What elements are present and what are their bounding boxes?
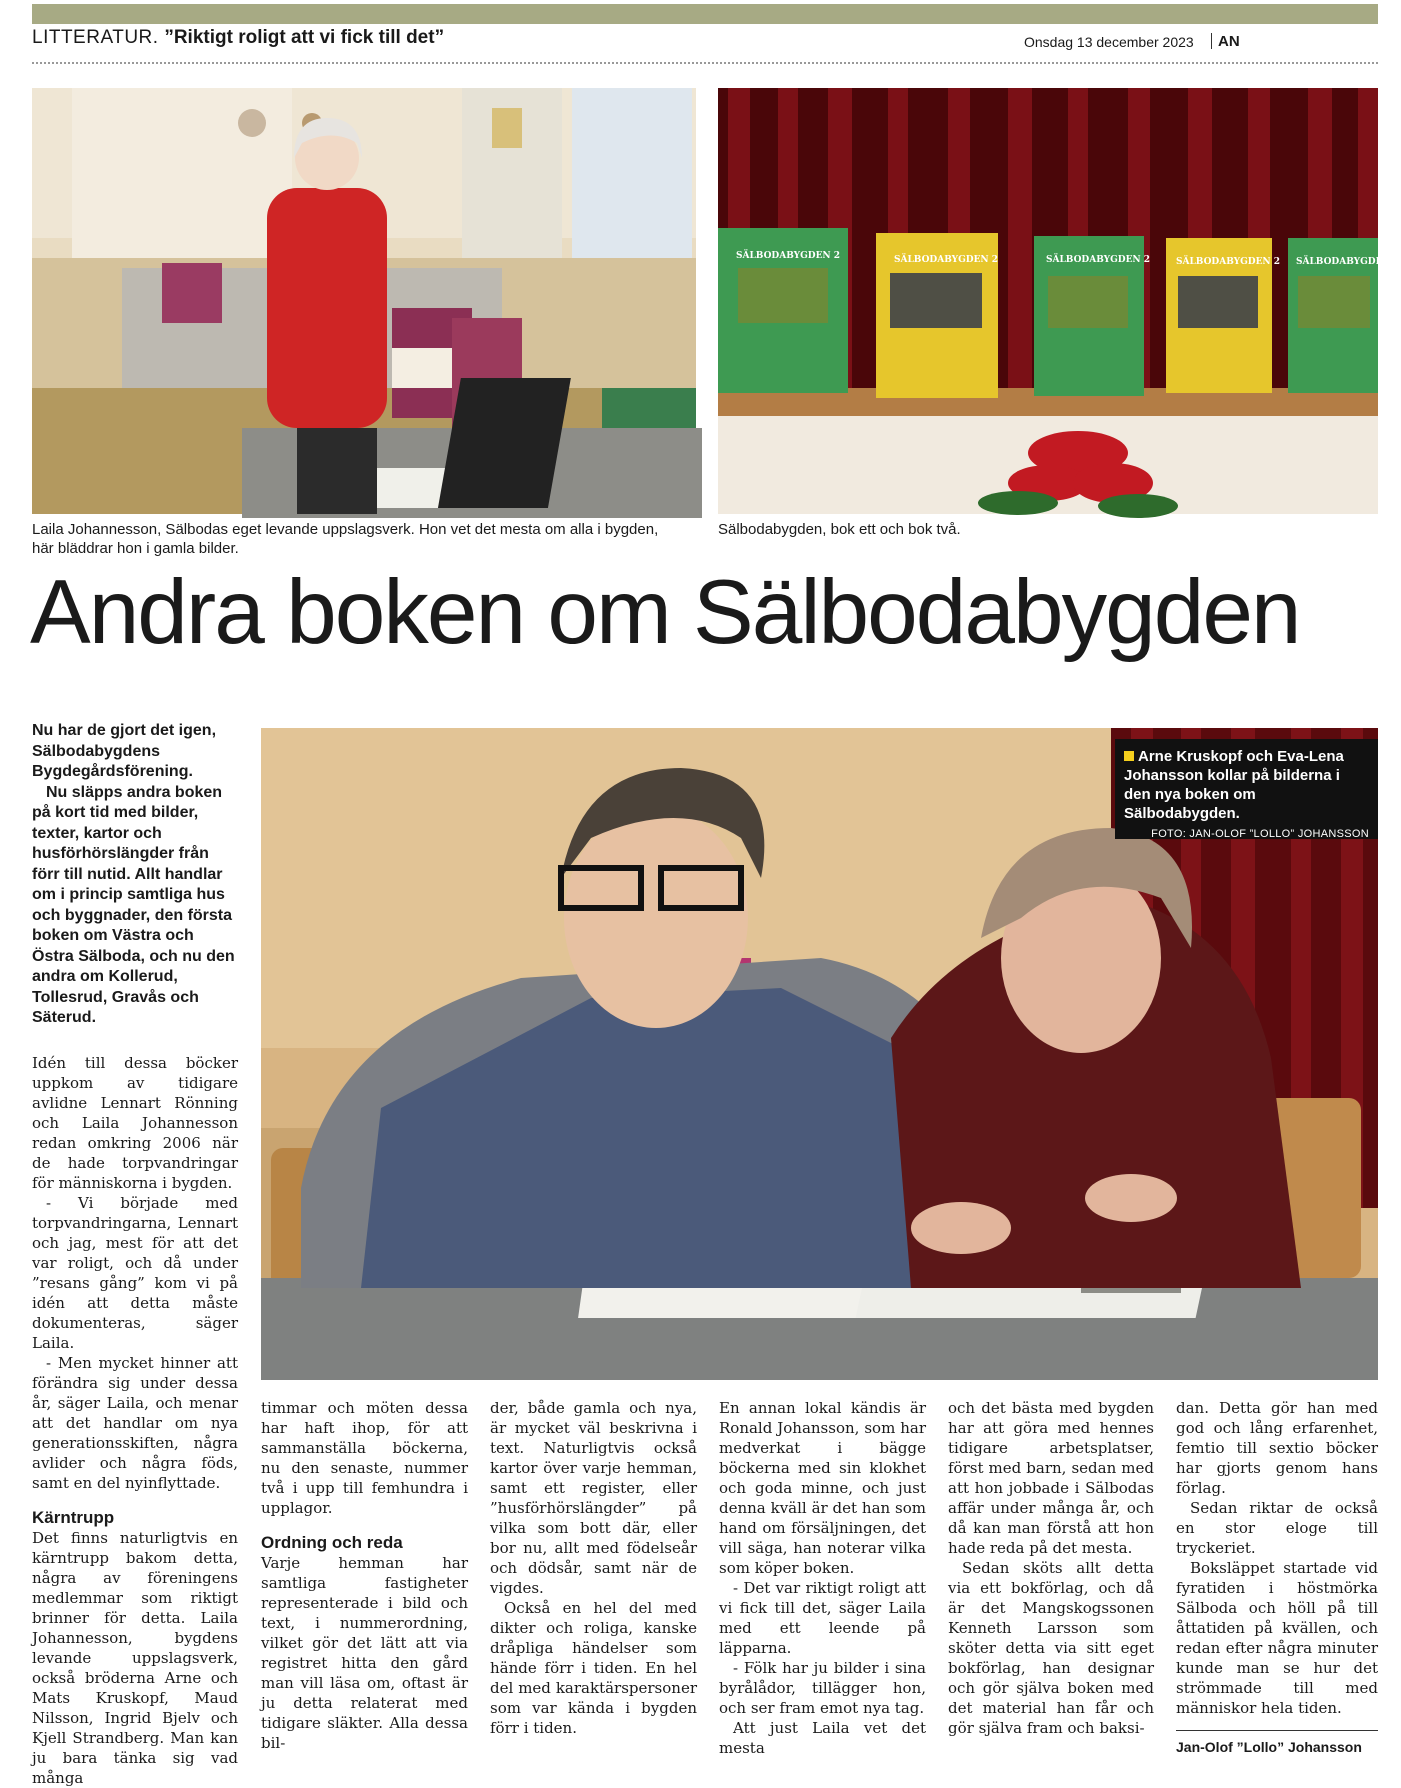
body-paragraph: Boksläppet startade vid fyratiden i höstmörka Sälboda och höll på till åttatiden på kvällen, och redan efter några minuter kunde man se hur det strömmade till med människor hela tiden.	[1176, 1559, 1378, 1717]
caption-bullet	[1124, 751, 1134, 761]
body-paragraph: timmar och möten dessa har haft ihop, för att sammanställa böckerna, nu den senaste, nummer två i upp till femhundra i upplagor.	[261, 1399, 468, 1517]
body-paragraph: Idén till dessa böcker uppkom av tidigare avlidne Lennart Rönning och Laila Johannesson redan omkring 2006 när de hade torpvandringar för människorna i bygden.	[32, 1054, 238, 1192]
body-paragraph: - Fölk har ju bilder i sina byrålådor, tillägger hon, och ser fram emot nya tag.	[719, 1659, 926, 1717]
body-paragraph: Varje hemman har samtliga fastigheter representerade i bild och text, i nummerordning, vilket gör det lätt att via registret hitta den gård man vill läsa om, oftast är ju detta relaterat med tidigare släkter. Alla dessa bil-	[261, 1554, 468, 1752]
body-paragraph: Sedan riktar de också en stor eloge till tryckeriet.	[1176, 1499, 1378, 1557]
column-5	[948, 1398, 1154, 1738]
subheading-karntrupp: Kärntrupp	[32, 1508, 115, 1527]
body-paragraph: Också en hel del med dikter och roliga, kanske dråpliga händelser som hände förr i tiden. En hel del med karaktärspersoner som var kända i bygden förr i tiden.	[490, 1599, 697, 1737]
dotted-rule	[32, 62, 1378, 64]
lead-paragraph-2: Nu släpps andra boken på kort tid med bilder, texter, kartor och husförhörslängder från förr till nutid. Allt handlar om i princip samtliga hus och byggnader, den första boken om Västra och Östra Sälboda, och nu den andra om Kollerud, Tollesrud, Gravås och Säterud.	[32, 783, 235, 1026]
body-paragraph: Sedan sköts allt detta via ett bokförlag, och då är det Mangskogssonen Kenneth Larsson som sköter detta via sitt eget bokförlag, han designar och gör själva boken med det material han får och gör själva fram och baksi-	[948, 1559, 1154, 1737]
body-paragraph: - Vi började med torpvandringarna, Lennart och jag, mest för att det var roligt, och då under ”resans gång” kom vi på idén att detta måste dokumenteras, säger Laila.	[32, 1194, 238, 1352]
column-6	[1176, 1398, 1378, 1757]
main-photo-caption	[1115, 739, 1378, 839]
body-paragraph: Det finns naturligtvis en kärntrupp bakom detta, några av föreningens medlemmar som riktigt brinner för detta. Laila Johannesson, bygdens levande uppslagsverk, också bröderna Arne och Mats Kruskopf, Maud Nilsson, Ingrid Bjelv och Kjell Strandberg. Man kan ju bara tänka sig vad många	[32, 1529, 238, 1787]
book-title-4: SÄLBODABYGDEN 2	[1176, 257, 1281, 267]
page-header	[32, 27, 1378, 55]
photo-credit: FOTO: JAN-OLOF ”LOLLO” JOHANSSON	[1151, 828, 1369, 840]
body-paragraph: Att just Laila vet det mesta	[719, 1719, 926, 1757]
byline: Jan-Olof ”Lollo” Johansson	[1176, 1730, 1378, 1757]
column-3	[490, 1398, 697, 1738]
kicker: ”Riktigt roligt att vi fick till det”	[164, 27, 445, 48]
lead-paragraph-1: Nu har de gjort det igen, Sälbodabygdens Bygdegårdsförening.	[32, 722, 217, 780]
main-caption-text: Arne Kruskopf och Eva-Lena Johansson kollar på bilderna i den nya boken om Sälbodabygden.	[1124, 748, 1344, 822]
section-color-bar	[32, 4, 1378, 24]
photo-books-caption: Sälbodabygden, bok ett och bok två.	[718, 521, 961, 538]
body-paragraph: - Men mycket hinner att förändra sig under dessa år, säger Laila, och menar att det handlar om nya generationsskiften, några avlider och några föds, samt en del nyinflyttade.	[32, 1354, 238, 1492]
book-title-5: SÄLBODABYGDEN 2	[1296, 257, 1401, 267]
column-4	[719, 1398, 926, 1758]
body-paragraph: - Det var riktigt roligt att vi fick till det, säger Laila med ett leende på läpparna.	[719, 1579, 926, 1657]
header-divider	[1211, 33, 1212, 49]
body-paragraph: der, både gamla och nya, är mycket väl beskrivna i text. Naturligtvis också kartor över varje hemman, samt ett register, eller ”husförhörslängder” på vilka som bott där, eller bor nu, allt med födelseår och dödsår, samt när de vigdes.	[490, 1399, 697, 1597]
book-title-2: SÄLBODABYGDEN 2	[894, 255, 999, 265]
issue-date: Onsdag 13 december 2023	[1024, 34, 1194, 50]
photo-laila	[32, 88, 696, 514]
body-paragraph: och det bästa med bygden har att göra med hennes tidigare arbetsplatser, först med barn, sedan med att hon jobbade i Sälbodas affär under många år, och då kan man förstå att hon hade reda på det mesta.	[948, 1399, 1154, 1557]
photo-books	[718, 88, 1401, 514]
column-1	[32, 1053, 238, 1788]
lead-ingress	[32, 721, 238, 1029]
body-paragraph: dan. Detta gör han med god och lång erfarenhet, femtio till sextio böcker har gjorts genom hans förlag.	[1176, 1399, 1378, 1497]
book-title-1: SÄLBODABYGDEN 2	[736, 251, 841, 261]
paper-logo: AN	[1218, 33, 1240, 50]
body-paragraph: En annan lokal kändis är Ronald Johansson, som har medverkat i bägge böckerna med sin klokhet och goda minne, och just denna kväll är det han som hand om försäljningen, det vill säga, han noterar vilka som köper boken.	[719, 1399, 926, 1577]
column-2	[261, 1398, 468, 1753]
book-title-3: SÄLBODABYGDEN 2	[1046, 255, 1151, 265]
headline: Andra boken om Sälbodabygden	[30, 562, 1300, 663]
photo-laila-caption: Laila Johannesson, Sälbodas eget levande uppslagsverk. Hon vet det mesta om alla i bygden, här bläddrar hon i gamla bilder.	[32, 521, 659, 557]
section-label: LITTERATUR. ”Riktigt roligt att vi fick till det”	[32, 27, 445, 48]
subheading-ordning: Ordning och reda	[261, 1533, 403, 1552]
